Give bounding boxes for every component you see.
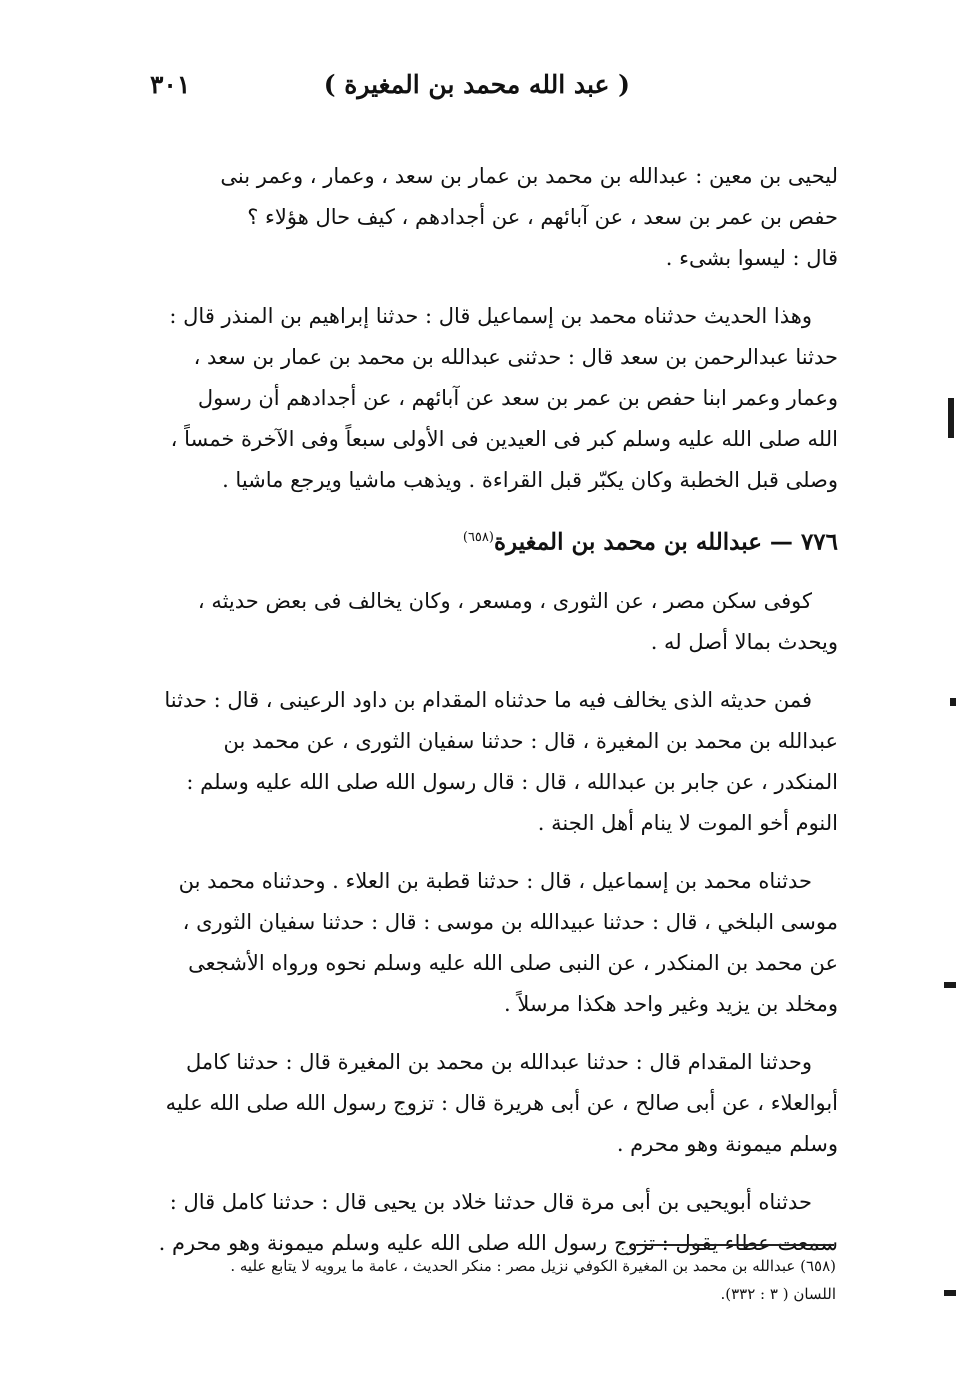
text-line: ويحدث بمالا أصل له .	[650, 629, 838, 654]
text-line: موسى البلخي ، قال : حدثنا عبيدالله بن موسى : قال : حدثنا سفيان الثورى ،	[182, 909, 838, 934]
main-text	[148, 156, 838, 1281]
footnote-ref: (٦٥٨)	[462, 530, 494, 545]
text-line: وحدثنا المقدام قال : حدثنا عبدالله بن محمد بن المغيرة قال : حدثنا كامل	[185, 1049, 812, 1074]
text-line: حدثنا عبدالرحمن بن سعد قال : حدثنى عبدالله بن محمد بن عمار بن سعد ،	[193, 345, 838, 369]
scan-mark	[950, 698, 956, 706]
footnote-line: اللسان ( ٣ : ٣٣٢).	[720, 1285, 836, 1303]
text-line: أبوالعلاء ، عن أبى صالح ، عن أبى هريرة قال : تزوج رسول الله صلى الله عليه	[165, 1090, 838, 1115]
running-title: ( عبد الله محمد بن المغيرة )	[323, 70, 630, 99]
text-line: حدثناه أبويحيى بن أبى مرة قال حدثنا خلاد بن يحيى قال : حدثنا كامل قال :	[169, 1189, 812, 1214]
text-line: قال : ليسوا بشىء .	[665, 246, 838, 270]
text-line: النوم أخو الموت لا ينام أهل الجنة .	[537, 810, 838, 835]
text-line: وهذا الحديث حدثناه محمد بن إسماعيل قال : حدثنا إبراهيم بن المنذر قال :	[169, 304, 812, 328]
text-line: المنكدر ، عن جابر بن عبدالله ، قال : قال رسول الله صلى الله عليه وسلم :	[186, 769, 838, 794]
footnote-line: (٦٥٨) عبدالله بن محمد بن المغيرة الكوفي نزيل مصر : منكر الحديث ، عامة ما يرويه لا يتابع عليه .	[230, 1257, 836, 1275]
text-line: عن محمد بن المنكدر ، عن النبى صلى الله عليه وسلم نحوه ورواه الأشجعى	[188, 950, 838, 975]
paragraph	[148, 1042, 838, 1165]
paragraph	[148, 861, 838, 1025]
footnote-separator	[636, 1244, 834, 1246]
text-line: فمن حديثه الذى يخالف فيه ما حدثناه المقدام بن داود الرعينى ، قال : حدثنا	[164, 687, 812, 712]
paragraph	[148, 296, 838, 501]
text-line: ومخلد بن يزيد وغير واحد هكذا مرسلاً .	[504, 991, 838, 1016]
scan-mark	[944, 982, 956, 988]
scan-mark	[948, 398, 954, 438]
text-line: وعمار وعمر ابنا حفص بن عمر بن سعد عن آبائهم ، عن أجدادهم أن رسول	[197, 386, 838, 410]
entry-heading-text: ٧٧٦ — عبدالله بن محمد بن المغيرة	[493, 528, 838, 556]
footnote	[140, 1252, 836, 1308]
running-header	[140, 70, 840, 114]
text-line: كوفى سكن مصر ، عن الثورى ، ومسعر ، وكان يخالف فى بعض حديثه ،	[197, 588, 812, 613]
text-line: ليحيى بن معين : عبدالله بن محمد بن عمار بن سعد ، وعمار ، وعمر بنى	[220, 164, 838, 188]
text-line: حفص بن عمر بن سعد ، عن آبائهم ، عن أجدادهم ، كيف حال هؤلاء ؟	[247, 205, 838, 229]
text-line: حدثناه محمد بن إسماعيل ، قال : حدثنا قطبة بن العلاء . وحدثناه محمد بن	[178, 868, 812, 893]
page-number: ٣٠١	[150, 70, 191, 99]
entry-heading	[148, 518, 838, 563]
paragraph	[148, 156, 838, 279]
text-line: عبدالله بن محمد بن المغيرة ، قال : حدثنا سفيان الثورى ، عن محمد بن	[223, 728, 838, 753]
text-line: الله صلى الله عليه وسلم كبر فى العيدين فى الأولى سبعاً وفى الآخرة خمساً ،	[170, 427, 838, 451]
text-line: سمعت عطاء يقول : تزوج رسول الله صلى الله عليه وسلم ميمونة وهو محرم .	[158, 1230, 838, 1255]
text-line: وصلى قبل الخطبة وكان يكبّر قبل القراءة . ويذهب ماشيا ويرجع ماشيا .	[222, 468, 838, 492]
text-line: وسلم ميمونة وهو محرم .	[616, 1131, 838, 1156]
scan-mark	[944, 1290, 956, 1296]
paragraph	[148, 581, 838, 663]
paragraph	[148, 680, 838, 844]
